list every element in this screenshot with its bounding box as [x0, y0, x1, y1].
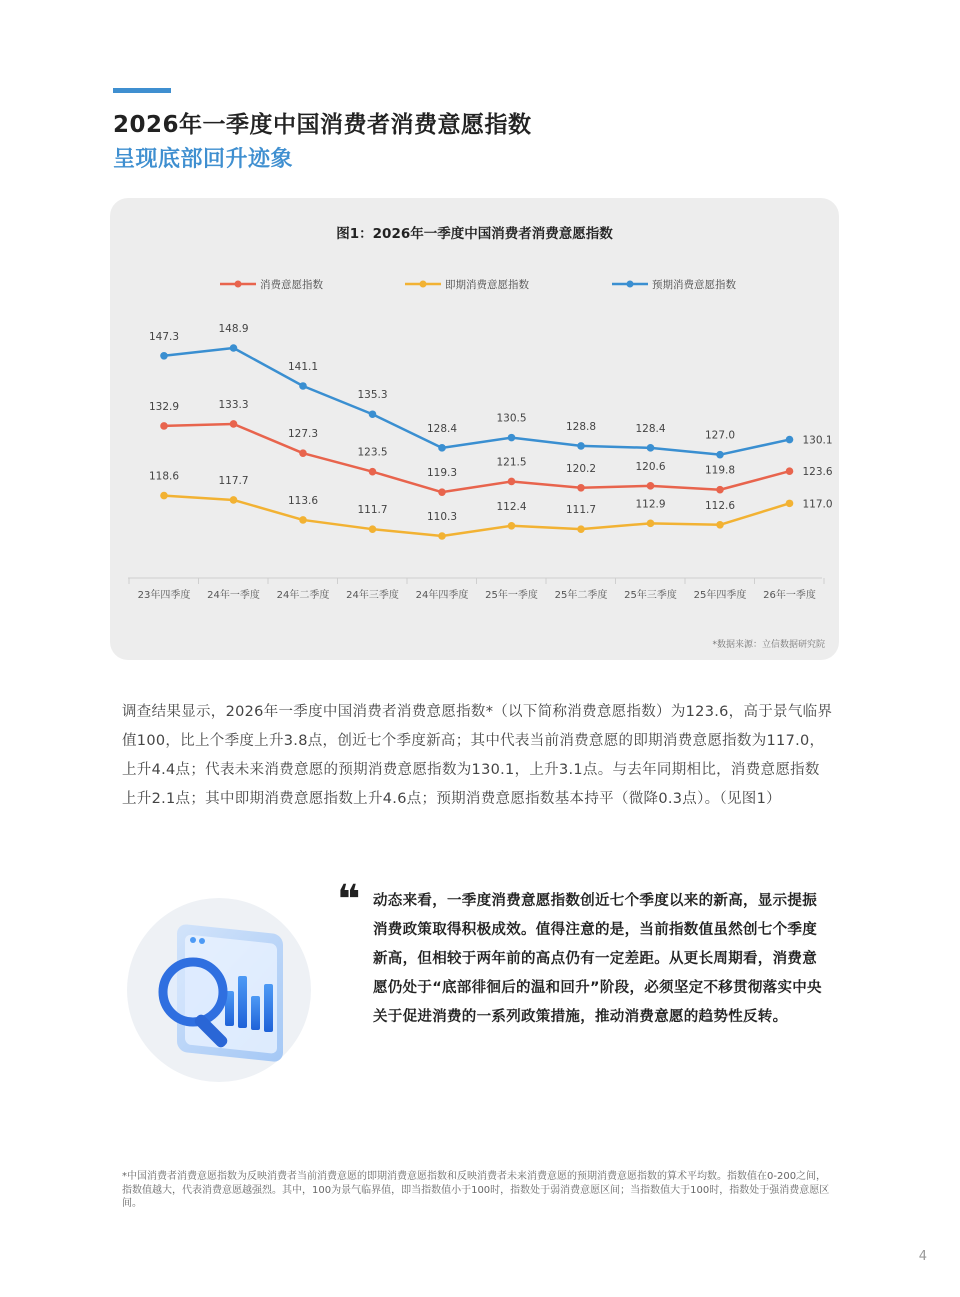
data-label: 123.5 — [357, 446, 388, 459]
data-label: 130.5 — [496, 412, 527, 425]
chart-x-axis — [128, 578, 824, 601]
data-label: 117.0 — [802, 498, 833, 511]
data-label: 110.3 — [426, 511, 458, 523]
page-title: 2026年一季度中国消费者消费意愿指数 — [113, 112, 532, 138]
x-tick-label: 25年三季度 — [624, 590, 677, 601]
legend-marker-2 — [627, 281, 634, 288]
data-point — [438, 532, 446, 540]
data-label: 133.3 — [218, 398, 249, 411]
series-line-1 — [164, 496, 790, 536]
x-tick-label: 24年三季度 — [346, 590, 399, 601]
data-point — [716, 486, 724, 494]
data-point — [647, 444, 655, 452]
data-label: 127.3 — [287, 428, 319, 441]
chart-card — [110, 198, 839, 660]
series-line-0 — [164, 424, 790, 492]
data-label: 120.6 — [635, 460, 666, 473]
data-label: 123.6 — [802, 466, 833, 479]
data-point — [160, 492, 168, 500]
data-point — [508, 478, 516, 486]
data-point — [369, 525, 377, 533]
data-label: 128.8 — [565, 420, 597, 433]
title-accent-bar — [113, 88, 171, 93]
data-label: 112.6 — [704, 499, 736, 512]
data-point — [438, 488, 446, 496]
x-tick-label: 24年一季度 — [207, 590, 260, 601]
footnote: *中国消费者消费意愿指数为反映消费者当前消费意愿的即期消费意愿指数和反映消费者未来消费意愿的预期消费意愿指数的算术平均数。指数值在0-200之间，指数值越大，代表消费意愿越强烈。其中，100为景气临界值，即当指数值小于100时，指数处于弱消费意愿区间；当指数值大于100时，指数处于强消费意愿区间。 — [122, 1171, 830, 1209]
data-point — [577, 442, 585, 450]
data-point — [160, 352, 168, 360]
page-number: 4 — [918, 1249, 927, 1264]
data-point — [299, 382, 307, 390]
data-point — [369, 468, 377, 476]
data-label: 112.4 — [496, 500, 527, 513]
data-label: 141.1 — [287, 360, 319, 373]
body-paragraph: 调查结果显示，2026年一季度中国消费者消费意愿指数*（以下简称消费意愿指数）为123.6，高于景气临界值100，比上个季度上升3.8点，创近七个季度新高；其中代表当前消费意愿的即期消费意愿指数为117.0，上升4.4点；代表未来消费意愿的预期消费意愿指数为130.1，上升3.1点。与去年同期相比，消费意愿指数上升2.1点；其中即期消费意愿指数上升4.6点；预期消费意愿指数基本持平（微降0.3点）。（见图1） — [122, 704, 833, 807]
data-label: 128.4 — [635, 422, 666, 435]
data-label: 147.3 — [148, 330, 180, 343]
data-point — [716, 451, 724, 459]
x-tick-label: 26年一季度 — [763, 590, 816, 601]
data-point — [647, 520, 655, 528]
data-label: 132.9 — [148, 400, 180, 413]
data-point — [230, 420, 238, 428]
legend-marker-0 — [235, 281, 242, 288]
chart-source: *数据来源：立信数据研究院 — [712, 640, 825, 650]
data-point — [786, 500, 794, 508]
data-label: 135.3 — [357, 389, 388, 402]
data-point — [577, 525, 585, 533]
data-label: 121.5 — [496, 456, 527, 469]
data-point — [508, 434, 516, 442]
series-line-2 — [164, 348, 790, 455]
data-label: 118.6 — [148, 470, 180, 483]
data-label: 127.0 — [704, 429, 736, 442]
legend-label-2: 预期消费意愿指数 — [652, 279, 736, 291]
legend-label-1: 即期消费意愿指数 — [445, 279, 529, 291]
data-label: 112.9 — [635, 498, 666, 511]
chart-legend — [220, 278, 736, 291]
legend-label-0: 消费意愿指数 — [260, 279, 323, 291]
data-point — [160, 422, 168, 430]
data-label: 113.6 — [287, 494, 319, 507]
data-label: 120.2 — [565, 462, 597, 475]
x-tick-label: 25年一季度 — [485, 590, 538, 601]
x-tick-label: 23年四季度 — [137, 590, 191, 601]
data-label: 148.9 — [218, 323, 249, 335]
data-label: 128.4 — [426, 422, 458, 435]
data-point — [786, 436, 794, 444]
data-point — [647, 482, 655, 490]
x-tick-label: 24年二季度 — [276, 590, 330, 601]
data-label: 111.7 — [357, 504, 388, 517]
line-chart — [110, 198, 839, 660]
data-point — [230, 344, 238, 352]
x-tick-label: 25年二季度 — [554, 590, 608, 601]
data-point — [438, 444, 446, 452]
data-point — [299, 449, 307, 457]
data-point — [786, 467, 794, 475]
data-label: 119.3 — [426, 467, 458, 480]
x-tick-label: 25年四季度 — [693, 590, 747, 601]
data-label: 119.8 — [704, 464, 736, 477]
quote-text: 动态来看，一季度消费意愿指数创近七个季度以来的新高，显示提振消费政策取得积极成效。值得注意的是，当前指数值虽然创七个季度新高，但相较于两年前的高点仍有一定差距。从更长周期看，消费意愿仍处于“底部徘徊后的温和回升”阶段，必须坚定不移贯彻落实中央关于促进消费的一系列政策措施，推动消费意愿的趋势性反转。 — [373, 893, 822, 1025]
chart-title: 图1：2026年一季度中国消费者消费意愿指数 — [336, 226, 613, 242]
data-label: 117.7 — [218, 474, 249, 487]
data-point — [577, 484, 585, 492]
data-point — [508, 522, 516, 530]
legend-marker-1 — [420, 281, 427, 288]
data-label: 111.7 — [565, 504, 597, 517]
data-label: 130.1 — [802, 434, 833, 447]
data-point — [716, 521, 724, 529]
x-tick-label: 24年四季度 — [415, 590, 469, 601]
data-point — [369, 410, 377, 418]
quote-mark-icon: ❝ — [337, 877, 361, 923]
chart-series — [149, 323, 833, 540]
data-point — [299, 516, 307, 524]
data-point — [230, 496, 238, 504]
magnifier-chart-illustration-icon — [125, 896, 313, 1084]
page-subtitle: 呈现底部回升迹象 — [113, 147, 294, 172]
